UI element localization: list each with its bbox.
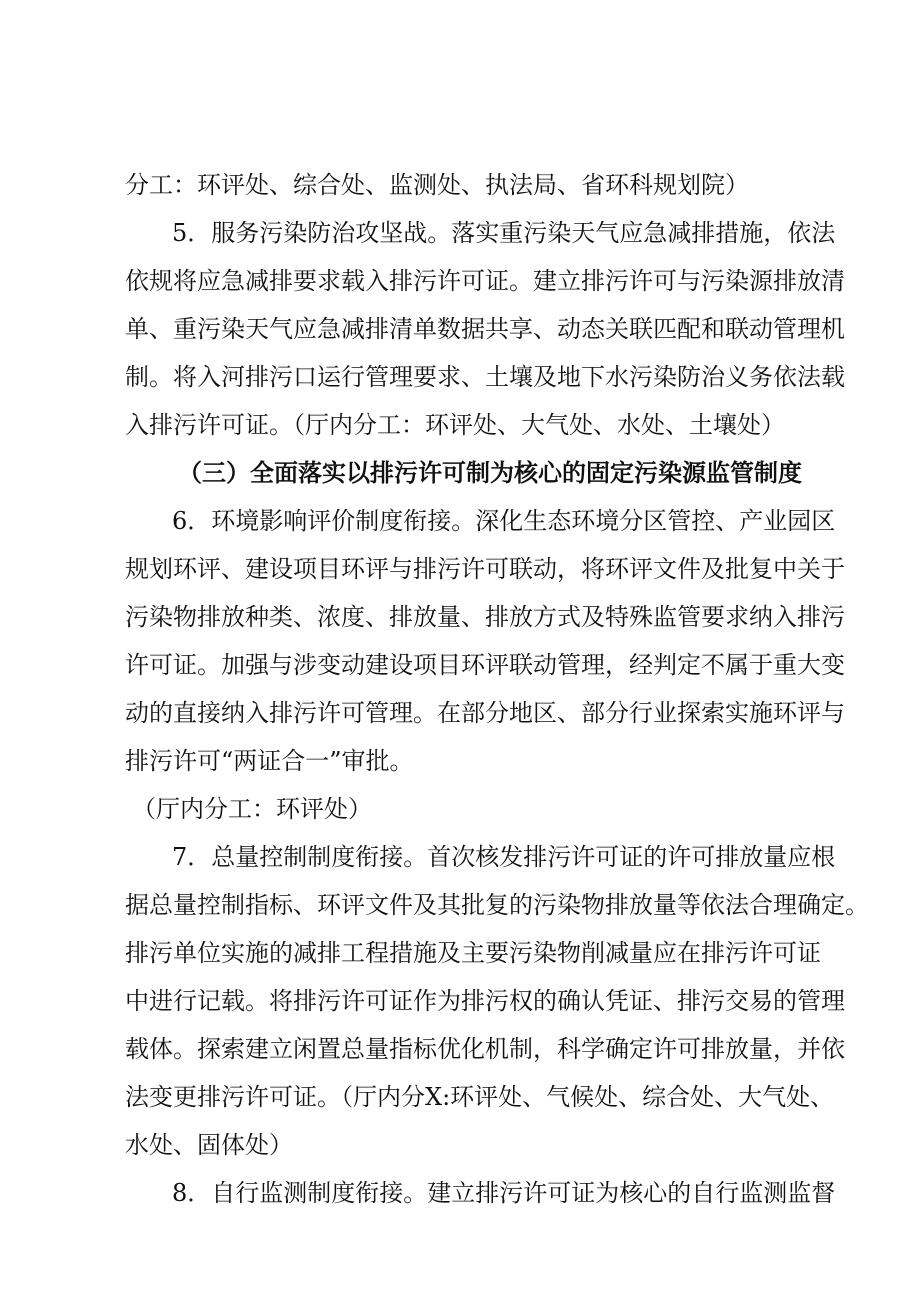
paragraph-line: 入排污许可证。（厅内分工：环评处、大气处、水处、土壤处） [125, 411, 785, 439]
paragraph-line: 载体。探索建立闲置总量指标优化机制，科学确定许可排放量，并依 [125, 1035, 845, 1063]
paragraph-line: 排污许可“两证合一”审批。 [125, 747, 414, 775]
paragraph-line: 依规将应急减排要求载入排污许可证。建立排污许可与污染源排放清 [125, 267, 845, 295]
paragraph-line: 动的直接纳入排污许可管理。在部分地区、部分行业探索实施环评与 [125, 699, 845, 727]
paragraph-line: 8．自行监测制度衔接。建立排污许可证为核心的自行监测监督 [172, 1179, 836, 1207]
paragraph-line: 5．服务污染防治攻坚战。落实重污染天气应急减排措施，依法 [172, 219, 836, 247]
paragraph-line: 污染物排放种类、浓度、排放量、排放方式及特殊监管要求纳入排污 [125, 603, 845, 631]
paragraph-line: 许可证。加强与涉变动建设项目环评联动管理，经判定不属于重大变 [125, 651, 845, 679]
paragraph-line: 据总量控制指标、环评文件及其批复的污染物排放量等依法合理确定。 [125, 891, 869, 919]
paragraph-line: 中进行记载。将排污许可证作为排污权的确认凭证、排污交易的管理 [125, 987, 845, 1015]
paragraph-line: 7．总量控制制度衔接。首次核发排污许可证的许可排放量应根 [172, 843, 836, 871]
paragraph-line: 法变更排污许可证。（厅内分X:环评处、气候处、综合处、大气处、 [125, 1083, 835, 1111]
paragraph-line: 分工：环评处、综合处、监测处、执法局、省环科规划院） [125, 171, 749, 199]
paragraph-line: 制。将入河排污口运行管理要求、土壤及地下水污染防治义务依法载 [125, 363, 845, 391]
paragraph-line: 规划环评、建设项目环评与排污许可联动，将环评文件及批复中关于 [125, 555, 845, 583]
paragraph-line: 单、重污染天气应急减排清单数据共享、动态关联匹配和联动管理机 [125, 315, 845, 343]
paragraph-line: （厅内分工：环评处） [132, 795, 372, 823]
section-heading: （三）全面落实以排污许可制为核心的固定污染源监管制度 [178, 458, 802, 487]
paragraph-line: 排污单位实施的减排工程措施及主要污染物削减量应在排污许可证 [125, 939, 821, 967]
paragraph-line: 6．环境影响评价制度衔接。深化生态环境分区管控、产业园区 [172, 507, 836, 535]
paragraph-line: 水处、固体处） [125, 1131, 293, 1159]
